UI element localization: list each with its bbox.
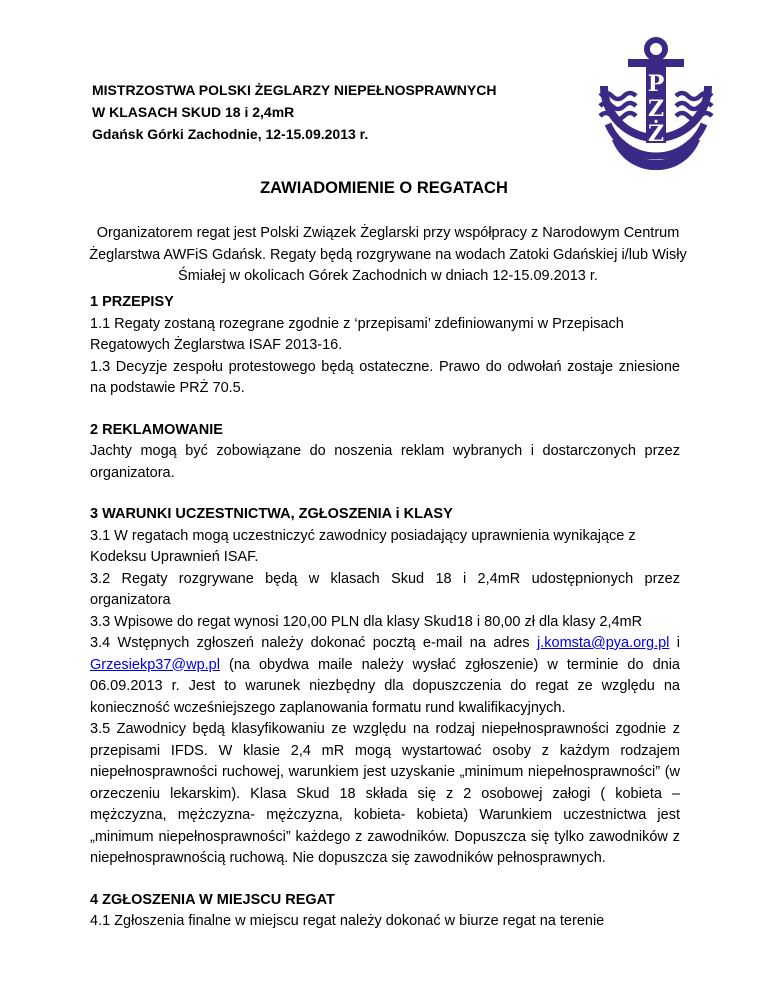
header-line-1: MISTRZOSTWA POLSKI ŻEGLARZY NIEPEŁNOSPRAWNYCH xyxy=(92,82,497,98)
paragraph: 3.2 Regaty rozgrywane będą w klasach Skud 18 i 2,4mR udostępnionych przez organizatora xyxy=(90,570,680,608)
logo-letter-p: P xyxy=(647,71,665,97)
header-line-2: W KLASACH SKUD 18 i 2,4mR xyxy=(92,104,295,120)
logo-letter-z: Z xyxy=(647,96,665,122)
section-zgloszenia xyxy=(90,890,680,933)
paragraph: Jachty mogą być zobowiązane do noszenia reklam wybranych i dostarczonych przez organizatora. xyxy=(90,443,680,481)
paragraph: 3.3 Wpisowe do regat wynosi 120,00 PLN dla klasy Skud18 i 80,00 zł dla klasy 2,4mR xyxy=(90,613,643,630)
paragraph: 1.1 Regaty zostaną rozegrane zgodnie z ‘przepisami’ zdefiniowanymi w Przepisach Regatowych Żeglarstwa ISAF 2013-16. xyxy=(90,315,624,353)
section-reklamowanie xyxy=(90,420,680,485)
document-header xyxy=(92,79,572,145)
header-line-3: Gdańsk Górki Zachodnie, 12-15.09.2013 r. xyxy=(92,126,369,142)
paragraph-text: 3.4 Wstępnych zgłoszeń należy dokonać pocztą e-mail na adres xyxy=(90,635,537,651)
paragraph-text: (na obydwa maile należy wysłać zgłoszenie) w terminie do dnia 06.09.2013 r. Jest to warunek niezbędny dla dopuszczenia do regat ze względu na konieczność wcześniejszego zaplanowania formatu rund kwalifikacyjnych. xyxy=(90,656,680,716)
section-heading: 2 REKLAMOWANIE xyxy=(90,421,223,438)
section-warunki xyxy=(90,504,680,870)
paragraph: 3.5 Zawodnicy będą klasyfikowaniu ze względu na rodzaj niepełnosprawności zgodnie z przepisami IFDS. W klasie 2,4 mR mogą wystartować osoby z każdym rodzajem niepełnosprawności ruchowej, warunkiem jest uzyskanie „minimum niepełnosprawności” (w orzeczeniu lekarskim). Klasa Skud 18 składa się z 2 osobowej załogi ( kobieta – mężczyzna, mężczyzna- mężczyzna, kobieta- kobieta) Warunkiem uczestnictwa jest „minimum niepełnosprawności” każdego z zawodników. Dopuszcza się tylko zawodników z niepełnosprawnością ruchową. Nie dopuszcza się zawodników pełnosprawnych. xyxy=(90,721,680,866)
paragraph: 4.1 Zgłoszenia finalne w miejscu regat należy dokonać w biurze regat na terenie xyxy=(90,913,605,929)
email-link-komsta[interactable]: j.komsta@pya.org.pl xyxy=(537,635,670,651)
section-przepisy xyxy=(90,292,680,400)
pzz-anchor-logo xyxy=(596,36,716,176)
logo-letter-z-dot: Ż xyxy=(647,121,665,147)
email-link-grzesiek[interactable]: Grzesiekp37@wp.pl xyxy=(90,656,220,673)
document-title: ZAWIADOMIENIE O REGATACH xyxy=(260,179,508,197)
paragraph-text: i xyxy=(669,635,681,651)
section-heading: 1 PRZEPISY xyxy=(90,294,174,310)
paragraph: 3.1 W regatach mogą uczestniczyć zawodnicy posiadający uprawnienia wynikające z Kodeksu Uprawnień ISAF. xyxy=(90,527,636,565)
section-heading: 3 WARUNKI UCZESTNICTWA, ZGŁOSZENIA i KLASY xyxy=(90,506,453,522)
document-body xyxy=(90,292,680,953)
intro-paragraph: Organizatorem regat jest Polski Związek Żeglarski przy współpracy z Narodowym Centrum Żeglarstwa AWFiS Gdańsk. Regaty będą rozgrywane na wodach Zatoki Gdańskiej i/lub Wisły Śmiałej w okolicach Górek Zachodnich w dniach 12-15.09.2013 r. xyxy=(89,225,687,284)
paragraph-with-emails xyxy=(90,633,680,719)
paragraph: 1.3 Decyzje zespołu protestowego będą ostateczne. Prawo do odwołań zostaje zniesione na podstawie PRŻ 70.5. xyxy=(90,358,680,396)
section-heading: 4 ZGŁOSZENIA W MIEJSCU REGAT xyxy=(90,891,335,908)
